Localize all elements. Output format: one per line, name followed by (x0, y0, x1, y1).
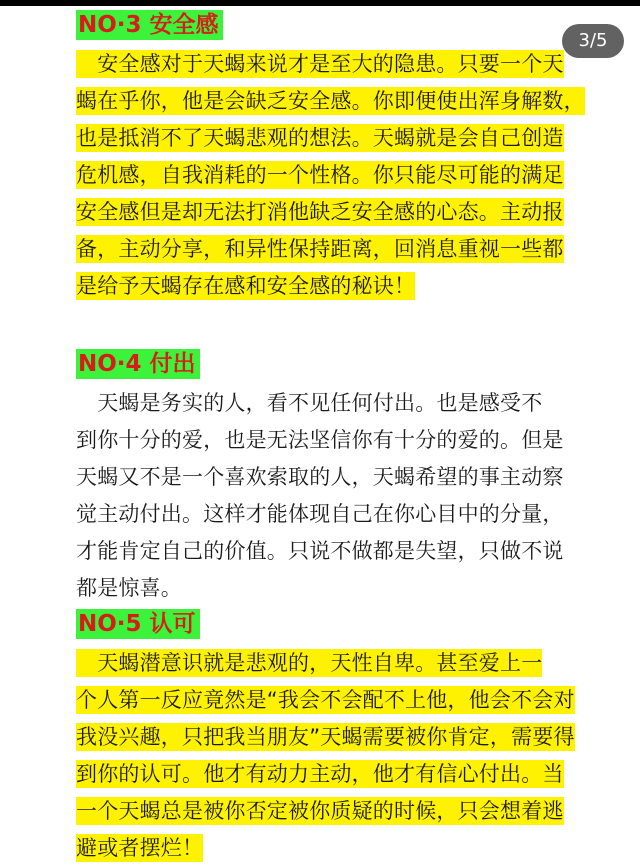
article-content (76, 10, 585, 867)
text-line: 天蝎潜意识就是悲观的，天性自卑。甚至爱上一 (76, 651, 543, 675)
text-line: 也是抵消不了天蝎悲观的想法。天蝎就是会自己创造 (76, 126, 564, 150)
page-counter-badge: 3/5 (562, 24, 624, 58)
section-effort (76, 349, 576, 607)
section-heading: NO·3 安全感 (76, 10, 223, 40)
section-security (76, 10, 585, 305)
text-line: 安全感但是却无法打消他缺乏安全感的心态。主动报 (76, 200, 564, 224)
section-paragraph (76, 385, 576, 607)
section-paragraph (76, 46, 585, 305)
text-line: 到你的认可。他才有动力主动，他才有信心付出。当 (76, 762, 564, 786)
text-line: 都是惊喜。 (76, 576, 182, 600)
text-line: 蝎在乎你，他是会缺乏安全感。你即便使出浑身解数， (76, 89, 585, 113)
text-line: 到你十分的爱，也是无法坚信你有十分的爱的。但是 (76, 428, 564, 452)
section-recognition (76, 609, 576, 867)
text-line: 避或者摆烂！ (76, 836, 204, 860)
text-line: 一个天蝎总是被你否定被你质疑的时候，只会想着逃 (76, 799, 564, 823)
text-line: 觉主动付出。这样才能体现自己在你心目中的分量， (76, 502, 564, 526)
text-line: 才能肯定自己的价值。只说不做都是失望，只做不说 (76, 539, 564, 563)
text-line: 天蝎是务实的人，看不见任何付出。也是感受不 (76, 391, 543, 415)
section-heading: NO·4 付出 (76, 349, 200, 379)
text-line: 备，主动分享，和异性保持距离，回消息重视一些都 (76, 237, 564, 261)
top-bar (0, 0, 640, 6)
section-heading: NO·5 认可 (76, 609, 200, 639)
text-line: 个人第一反应竟然是“我会不会配不上他，他会不会对 (76, 688, 575, 712)
section-paragraph (76, 645, 576, 867)
text-line: 我没兴趣，只把我当朋友”天蝎需要被你肯定，需要得 (76, 725, 575, 749)
text-line: 安全感对于天蝎来说才是至大的隐患。只要一个天 (76, 52, 564, 76)
text-line: 危机感，自我消耗的一个性格。你只能尽可能的满足 (76, 163, 564, 187)
text-line: 天蝎又不是一个喜欢索取的人，天蝎希望的事主动察 (76, 465, 564, 489)
text-line: 是给予天蝎存在感和安全感的秘诀！ (76, 274, 416, 298)
